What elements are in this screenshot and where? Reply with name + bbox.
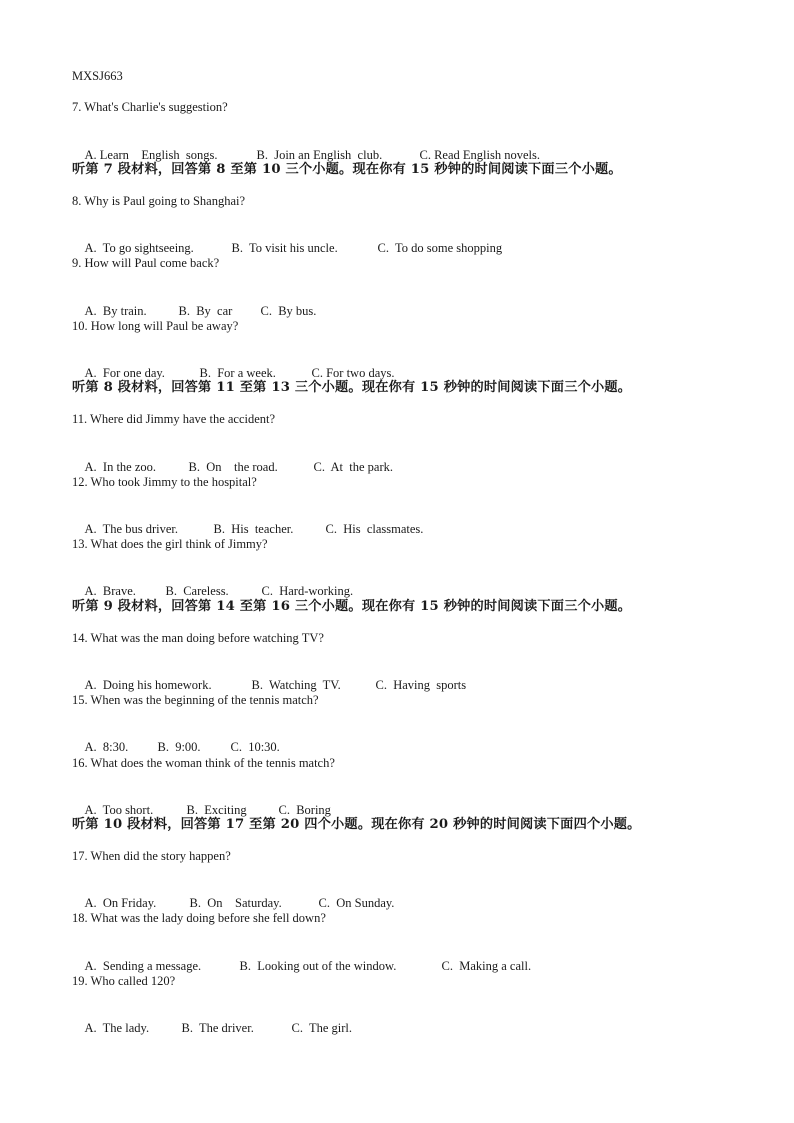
option-19a: A. The lady. (84, 1021, 150, 1035)
question-10: 10. How long will Paul be away? (72, 319, 239, 333)
question-11: 11. Where did Jimmy have the accident? (72, 412, 276, 426)
option-15a: A. 8:30. (84, 740, 129, 754)
question-15: 15. When was the beginning of the tennis match? (72, 693, 319, 707)
option-10a: A. For one day. (84, 366, 165, 380)
question-16: 16. What does the woman think of the tennis match? (72, 756, 335, 770)
option-11b: B. On the road. (188, 460, 278, 474)
option-17b: B. On Saturday. (189, 896, 282, 910)
question-18: 18. What was the lady doing before she fell down? (72, 911, 326, 925)
header-code: MXSJ663 (72, 69, 123, 83)
option-10c: C. For two days. (311, 366, 395, 380)
option-14a: A. Doing his homework. (84, 678, 212, 692)
option-9b: B. By car (178, 304, 233, 318)
question-19: 19. Who called 120? (72, 974, 176, 988)
option-12c: C. His classmates. (325, 522, 424, 536)
option-8b: B. To visit his uncle. (231, 241, 338, 255)
section-heading-7: 听第 7 段材料，回答第 8 至第 10 三个小题。现在你有 15 秒钟的时间阅读下面三个小题。 (72, 162, 622, 177)
option-11c: C. At the park. (313, 460, 394, 474)
option-14c: C. Having sports (375, 678, 467, 692)
option-14b: B. Watching TV. (251, 678, 341, 692)
option-18a: A. Sending a message. (84, 959, 202, 973)
option-16a: A. Too short. (84, 803, 154, 817)
option-12a: A. The bus driver. (84, 522, 179, 536)
section-heading-10: 听第 10 段材料，回答第 17 至第 20 四个小题。现在你有 20 秒钟的时间阅读下面四个小题。 (72, 817, 641, 832)
options-19 (72, 1004, 352, 1052)
option-7b: B. Join an English club. (256, 148, 383, 162)
question-7: 7. What's Charlie's suggestion? (72, 100, 228, 114)
question-13: 13. What does the girl think of Jimmy? (72, 537, 268, 551)
section-heading-9: 听第 9 段材料，回答第 14 至第 16 三个小题。现在你有 15 秒钟的时间阅读下面三个小题。 (72, 599, 632, 614)
option-16c: C. Boring (278, 803, 331, 817)
section-heading-8: 听第 8 段材料，回答第 11 至第 13 三个小题。现在你有 15 秒钟的时间阅读下面三个小题。 (72, 380, 632, 395)
question-12: 12. Who took Jimmy to the hospital? (72, 475, 257, 489)
option-13a: A. Brave. (84, 584, 136, 598)
option-12b: B. His teacher. (213, 522, 294, 536)
option-18b: B. Looking out of the window. (239, 959, 397, 973)
option-9a: A. By train. (84, 304, 147, 318)
option-10b: B. For a week. (199, 366, 276, 380)
option-8a: A. To go sightseeing. (84, 241, 194, 255)
option-7a: A. Learn English songs. (84, 148, 218, 162)
option-15b: B. 9:00. (157, 740, 201, 754)
option-19c: C. The girl. (291, 1021, 353, 1035)
question-14: 14. What was the man doing before watching TV? (72, 631, 324, 645)
option-11a: A. In the zoo. (84, 460, 157, 474)
option-18c: C. Making a call. (441, 959, 532, 973)
option-9c: C. By bus. (260, 304, 317, 318)
option-13b: B. Careless. (165, 584, 229, 598)
question-17: 17. When did the story happen? (72, 849, 231, 863)
option-19b: B. The driver. (181, 1021, 254, 1035)
question-8: 8. Why is Paul going to Shanghai? (72, 194, 246, 208)
option-15c: C. 10:30. (230, 740, 280, 754)
option-17a: A. On Friday. (84, 896, 157, 910)
option-7c: C. Read English novels. (419, 148, 540, 162)
question-9: 9. How will Paul come back? (72, 256, 220, 270)
option-17c: C. On Sunday. (318, 896, 395, 910)
option-13c: C. Hard-working. (261, 584, 354, 598)
option-8c: C. To do some shopping (377, 241, 503, 255)
option-16b: B. Exciting (186, 803, 247, 817)
